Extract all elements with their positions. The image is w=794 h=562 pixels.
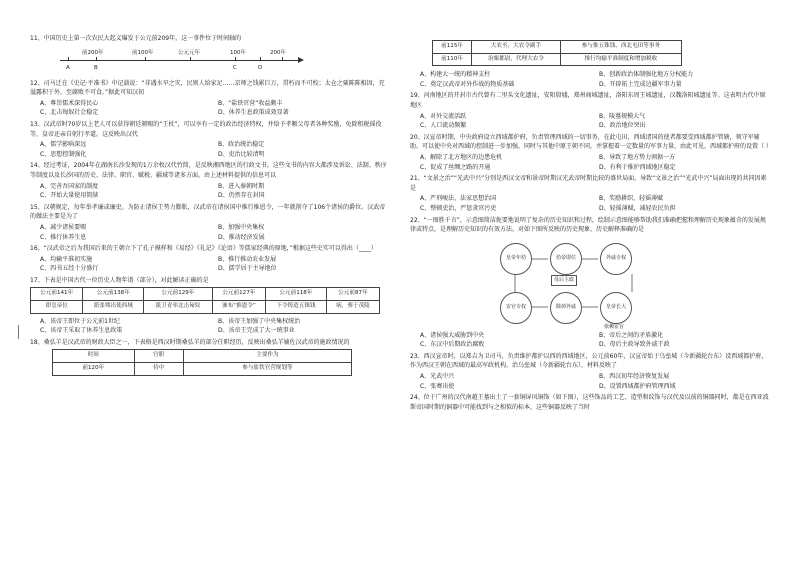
q18-options bbox=[420, 70, 770, 89]
option-b[interactable]: B、加强中央集权 bbox=[218, 223, 265, 231]
option-a[interactable]: A、均输平准初实施 bbox=[40, 255, 93, 263]
q19-options bbox=[420, 112, 770, 131]
tick bbox=[282, 57, 283, 61]
table-cell: 公元前141年 bbox=[31, 288, 83, 301]
option-d[interactable]: D、有利于推护西域地区稳定 bbox=[599, 163, 676, 171]
option-c[interactable]: C、北击匈奴社会稳定 bbox=[40, 109, 99, 117]
q22-stem: 22、“一图胜千言”，示意图简洁扼要地说明了复杂的历史知识和过程，绘制示意图能够帮助我们准确把握和理解历史现象蕴含的发展规律或特点，是理解历史知识的有效方法。对如下图所反映的历史现象，历史解释准确的是 bbox=[410, 216, 766, 234]
q18-table bbox=[52, 349, 352, 375]
diagram-node: 皇帝年幼 bbox=[500, 243, 532, 275]
table-cell: 侍中 bbox=[134, 363, 183, 376]
option-a[interactable]: A、严刑峻法，法家思想治国 bbox=[420, 195, 497, 203]
diagram-label: 母后主政 bbox=[551, 275, 577, 287]
q21-options bbox=[420, 194, 770, 213]
option-a[interactable]: A、尊崇儒术深得民心 bbox=[40, 99, 99, 107]
table-header: 主要作为 bbox=[183, 350, 351, 363]
q20-stem: 20、汉宣帝时期，中央政府设立西域都护府，负责管理西域的一切事务，在此屯田，西域诸国的使者都要受西域都护管辖，领守军辅助。可以使中央对西域的控制进一步加强，同时与其他中原王朝不同，并掌握着一定数量的军事力量，由此可见，西域都护府的设置（ ） bbox=[410, 133, 772, 151]
table-header: 时间 bbox=[53, 350, 135, 363]
q19-stem: 19、河南地区的开封市古代曾有二里头文化遗址，安阳殷墟，郑州商城遗址，洛阳东周王城遗址，汉魏洛阳城遗址等。这表明古代中原地区 bbox=[410, 92, 766, 109]
table-cell: 公元前127年 bbox=[212, 288, 265, 301]
option-c[interactable]: C、人口流动频繁 bbox=[420, 122, 467, 130]
option-d[interactable]: D、吏治比较清明 bbox=[218, 150, 265, 158]
diagram-node: 宦官专权 bbox=[500, 292, 532, 324]
option-b[interactable]: B、导致了地方势力割据一方 bbox=[599, 153, 676, 161]
option-a[interactable]: A、该帝王即位于公元前1世纪 bbox=[40, 317, 120, 325]
table-row bbox=[433, 41, 682, 54]
option-d[interactable]: D、设置西域都护府管理西域 bbox=[599, 382, 676, 390]
q22-cycle-diagram bbox=[410, 237, 770, 329]
option-c[interactable]: C、该帝王采取了休养生息政策 bbox=[40, 327, 123, 335]
q18-stem: 18、桑弘羊是汉武帝的财政大臣之一，下表格是西汉时期桑弘羊的部分任职经历，反映出桑弘羊辅佐汉武帝的施政情况的 bbox=[30, 338, 350, 346]
option-c[interactable]: C、思想控制强化 bbox=[40, 150, 87, 158]
margin-mark bbox=[18, 325, 19, 339]
table-row bbox=[31, 301, 380, 314]
q15-stem: 15、汉朝规定，每年举孝廉或廉吏。为防止诸侯王势力膨胀，汉武帝在诸侯国中推行推恩令，一年就削夺了106个诸侯的爵位。汉武帝的做法主要是为了 bbox=[30, 203, 386, 221]
table-cell: 参与推五铢钱、西北屯田等事务 bbox=[560, 41, 681, 54]
tick-label: 前200年 bbox=[82, 49, 104, 56]
table-cell: 前120年 bbox=[53, 363, 135, 376]
table-cell: 公元前118年 bbox=[266, 288, 327, 301]
option-b[interactable]: B、推行推动农业发展 bbox=[218, 255, 277, 263]
table-cell: 公元前138年 bbox=[83, 288, 144, 301]
table-cell: 治粟都尉，代理大农令 bbox=[472, 53, 561, 66]
q17-options bbox=[40, 317, 388, 336]
option-b[interactable]: B、“盐铁官营”收益颇丰 bbox=[218, 99, 283, 107]
table-cell: 推行均输平准制度和增加税收 bbox=[560, 53, 681, 66]
q20-options bbox=[420, 153, 770, 172]
table-cell: 大农丞，大农令副手 bbox=[472, 41, 561, 54]
q23-options bbox=[420, 372, 770, 391]
tick bbox=[260, 57, 261, 61]
tick bbox=[145, 57, 146, 61]
q17-stem: 17、下表是中国古代一位历史人物年谱（部分），对此解读正确的是 bbox=[30, 276, 209, 284]
option-b[interactable]: B、陵墓规模大气 bbox=[599, 112, 646, 120]
timeline-arrow bbox=[298, 57, 304, 63]
diagram-node: 外戚专权 bbox=[600, 243, 632, 275]
option-a[interactable]: A、减少诸侯要赐 bbox=[40, 223, 87, 231]
option-d[interactable]: D、休养生息政策成效显著 bbox=[218, 109, 289, 117]
option-c[interactable]: C、奠定汉武帝对外作战的物质基础 bbox=[420, 80, 515, 88]
option-d[interactable]: D、仍然存在封国 bbox=[218, 192, 265, 200]
q23-stem: 23、西汉宣帝时，以郑吉为卫司马，负责维护都护以西的西域地区，公元前60年，汉宣帝始于乌垒城（今新疆轮台东）设西域都护府，作为西汉王朝在西域的最高军政机构，治乌垒城（今新疆轮台东），材料反映了 bbox=[410, 352, 768, 370]
table-row bbox=[31, 288, 380, 301]
point-d: D bbox=[258, 64, 263, 71]
tick bbox=[235, 57, 236, 61]
option-b[interactable]: B、奖励耕织，轻徭薄赋 bbox=[599, 195, 664, 203]
point-a: A bbox=[66, 64, 70, 71]
table-cell: 前115年 bbox=[433, 41, 472, 54]
table-cell: 颁布“推恩令” bbox=[212, 301, 265, 314]
option-d[interactable]: D、轻徭薄赋，减轻农民负担 bbox=[599, 204, 676, 212]
point-c: C bbox=[233, 64, 237, 71]
tick-label: 公元元年 bbox=[178, 49, 201, 56]
q14-options bbox=[40, 182, 388, 201]
option-a[interactable]: A、完善吾国家的制度 bbox=[40, 182, 99, 190]
option-a[interactable]: A、构建大一统的精神支柱 bbox=[420, 71, 491, 79]
table-cell: 病，葬于茂陵 bbox=[326, 301, 379, 314]
q24-stem: 24、位于广州的汉代南越王墓出土了一套铜屏风铜饰（如下图），这些饰品的工艺、造型和纹饰与汉代及以前的铜器同时，都是在西亚波斯帝国时期的铜器中可能找到与之相似的标本，这些铜器反映了当时 bbox=[410, 394, 769, 411]
option-a[interactable]: A、对外交流活跃 bbox=[420, 112, 467, 120]
diagram-node: 幼帝即位 bbox=[550, 243, 582, 275]
q15-options bbox=[40, 223, 388, 242]
option-d[interactable]: D、政治地位突出 bbox=[599, 122, 646, 130]
q16-options bbox=[40, 255, 388, 274]
diagram-node: 皇帝长大 bbox=[600, 292, 632, 324]
table-cell: 公元前87年 bbox=[326, 288, 379, 301]
table-cell: 公元前129年 bbox=[144, 288, 213, 301]
point-b: B bbox=[94, 64, 98, 71]
tick-label: 200年 bbox=[270, 49, 286, 56]
tick-label: 100年 bbox=[230, 49, 246, 56]
q18-table-continued bbox=[432, 40, 682, 66]
table-cell: 派卫青率北击匈奴 bbox=[144, 301, 213, 314]
diagram-node: 除掉外戚 bbox=[550, 292, 582, 324]
option-c[interactable]: C、东汉中后期政治腐败 bbox=[420, 341, 485, 349]
option-d[interactable]: D、推动经济发展 bbox=[218, 233, 265, 241]
diagram-label: 依赖宦官 bbox=[604, 323, 625, 330]
option-c[interactable]: C、四书五经十分盛行 bbox=[40, 265, 99, 273]
q17-table bbox=[30, 287, 380, 313]
table-header: 官职 bbox=[134, 350, 183, 363]
option-a[interactable]: A、儒学影响深远 bbox=[40, 141, 87, 149]
table-cell: 参与盐铁官营规划等 bbox=[183, 363, 351, 376]
option-b[interactable]: B、创新政治体制强化地方分权能力 bbox=[599, 71, 694, 79]
option-c[interactable]: C、推行休养生息 bbox=[40, 233, 87, 241]
option-d[interactable]: D、该帝王完成了大一统事业 bbox=[218, 327, 295, 335]
option-d[interactable]: D、母后主政导致外戚干政 bbox=[599, 341, 670, 349]
table-row bbox=[53, 363, 352, 376]
option-c[interactable]: C、促成了丝绸之路的开通 bbox=[420, 163, 491, 171]
q11-stem: 11、中国历史上第一次农民大起义爆发于公元前209年，这一事件位于时间轴的 bbox=[30, 35, 242, 42]
option-c[interactable]: C、开始大量使用简牍 bbox=[40, 192, 99, 200]
table-cell: 即皇帝位 bbox=[31, 301, 83, 314]
q12-stem: 12、司马迁在《史记·平准书》中记载说：“非遇水旱之灾，民则人给家足……京师之钱累巨万，贯朽而不可校；太仓之粟陈陈相因，充溢露积于外，至腐败不可食。”据此可知汉初 bbox=[30, 79, 385, 97]
option-b[interactable]: B、该帝王加强了中央集权统治 bbox=[218, 317, 301, 325]
table-row bbox=[53, 350, 352, 363]
option-a[interactable]: A、解除了北方地区的边患危机 bbox=[420, 153, 503, 161]
tick bbox=[68, 57, 69, 61]
right-column bbox=[410, 40, 770, 413]
q14-stem: 14、经过考证，2004年在湖南长沙发现的1万余枚汉代竹简，是反映湘西地区的行政文书。这些文书的内容大都涉及诉讼、法制、秩序等制度以及长沙国的历史、法律、职官、赋税、疆域等诸多方面。由上述材料提供的信息可以 bbox=[30, 162, 387, 179]
option-d[interactable]: D、儒学居于主导地位 bbox=[218, 265, 277, 273]
q12-options bbox=[40, 99, 388, 118]
option-b[interactable]: B、进入秦朝时期 bbox=[218, 182, 265, 190]
option-c[interactable]: C、张骞出使 bbox=[420, 382, 455, 390]
q16-stem: 16、“汉武帝之后为我国后来的王朝立下了孔子摸样和《易经》《礼记》《论语》等儒家经典的原地，”根据这些史实可以得出（____） bbox=[30, 245, 377, 253]
option-b[interactable]: B、西汉初年经济恢复发展 bbox=[599, 373, 670, 381]
left-column bbox=[30, 34, 388, 379]
option-b[interactable]: B、政治统治稳定 bbox=[218, 141, 265, 149]
q22-options bbox=[420, 331, 770, 350]
table-row bbox=[433, 53, 682, 66]
tick bbox=[96, 57, 97, 61]
diagram-arrows bbox=[410, 237, 770, 329]
tick-label: 前100年 bbox=[132, 49, 154, 56]
tick bbox=[190, 57, 191, 61]
option-a[interactable]: A、光武中兴 bbox=[420, 373, 455, 381]
table-cell: 前110年 bbox=[433, 53, 472, 66]
table-cell: 派张骞出使西域 bbox=[83, 301, 144, 314]
q13-options bbox=[40, 140, 388, 159]
table-cell: 下令铸造五铢钱 bbox=[266, 301, 327, 314]
q13-stem: 13、汉武帝时70岁以上老人可以获得朝廷颁赐的“王杖”，可以享有一定的政治经济特权，并给予孝顺父母者各种奖励，免除租税徭役等，皇帝还亲自躬行孝道。这反映出汉代 bbox=[30, 120, 382, 138]
option-c[interactable]: C、整顿吏治，严惩贪官污吏 bbox=[420, 204, 497, 212]
option-b[interactable]: B、帝后之间的矛盾激化 bbox=[599, 331, 664, 339]
q21-stem: 21、“文景之治”“光武中兴”分别是西汉文帝和景帝时期汉光武帝时期比较的盛世局面，导致“文景之治”“光武中兴”局面出现的共同因素是 bbox=[410, 175, 767, 192]
option-a[interactable]: A、诸侯强大威胁到中央 bbox=[420, 331, 485, 339]
q11-timeline bbox=[60, 46, 310, 76]
option-d[interactable]: D、开辟拓土完成边疆军事力量 bbox=[599, 80, 682, 88]
